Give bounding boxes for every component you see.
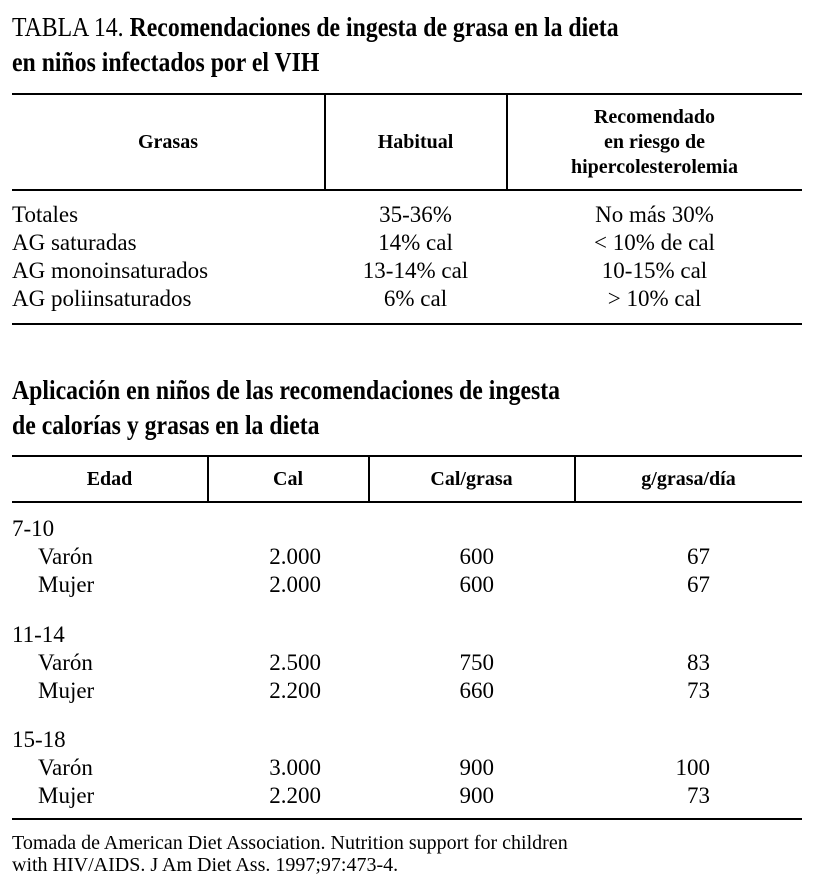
source-line-2: with HIV/AIDS. J Am Diet Ass. 1997;97:473-4. bbox=[12, 854, 399, 876]
table1-title-line2: en niños infectados por el VIH bbox=[12, 47, 320, 77]
table1-row-name: Totales bbox=[12, 202, 79, 227]
table2-bottom-rule bbox=[12, 818, 802, 820]
table2-header-g-grasa-dia: g/grasa/día bbox=[641, 468, 736, 490]
table1-header-rule bbox=[12, 189, 802, 191]
table2-title-line2: de calorías y grasas en la dieta bbox=[12, 410, 320, 440]
table2-row-cal-grasa: 660 bbox=[459, 678, 494, 703]
table1-top-rule bbox=[12, 93, 802, 95]
table2-header-rule bbox=[12, 501, 802, 503]
table2-row-cal: 3.000 bbox=[269, 755, 321, 780]
table2-title bbox=[12, 375, 560, 406]
table2-row-g-grasa: 83 bbox=[687, 650, 710, 675]
table1-bottom-rule bbox=[12, 323, 802, 325]
table1-row-recomendado: 10-15% cal bbox=[601, 258, 708, 283]
table1-row-name: AG poliinsaturados bbox=[12, 286, 192, 311]
table2-row-sex: Varón bbox=[38, 755, 93, 780]
table2-age-group: 11-14 bbox=[12, 622, 65, 647]
table1-label: TABLA 14. bbox=[12, 12, 124, 42]
table2-top-rule bbox=[12, 455, 802, 457]
table2-age-group: 15-18 bbox=[12, 727, 66, 752]
table2-row-cal-grasa: 900 bbox=[459, 783, 494, 808]
table1-row-name: AG monoinsaturados bbox=[12, 258, 209, 283]
table1-header-habitual: Habitual bbox=[377, 131, 454, 153]
source-line-1: Tomada de American Diet Association. Nutrition support for children bbox=[12, 832, 568, 854]
table2-header-cal-grasa: Cal/grasa bbox=[430, 468, 513, 490]
table1-header-recomendado-1: Recomendado bbox=[593, 106, 716, 128]
table1-row-habitual: 6% cal bbox=[383, 286, 448, 311]
table2-row-g-grasa: 67 bbox=[687, 544, 710, 569]
table2-header-cal: Cal bbox=[273, 468, 303, 490]
table2-row-cal: 2.500 bbox=[269, 650, 321, 675]
table2-row-cal: 2.200 bbox=[269, 678, 321, 703]
table1-header-recomendado-3: hipercolesterolemia bbox=[571, 156, 738, 178]
table1-row-name: AG saturadas bbox=[12, 230, 137, 255]
table2-row-g-grasa: 73 bbox=[687, 783, 710, 808]
table2-header-edad: Edad bbox=[86, 468, 133, 490]
table1-title bbox=[12, 12, 619, 43]
table1-row-recomendado: > 10% cal bbox=[607, 286, 702, 311]
table2-row-sex: Varón bbox=[38, 544, 93, 569]
table2-row-sex: Varón bbox=[38, 650, 93, 675]
table2-row-sex: Mujer bbox=[38, 783, 95, 808]
table2-row-sex: Mujer bbox=[38, 572, 95, 597]
table1-title-line1: Recomendaciones de ingesta de grasa en la dieta bbox=[129, 12, 619, 42]
table2-row-cal: 2.000 bbox=[269, 544, 321, 569]
table1-header-recomendado-2: en riesgo de bbox=[603, 131, 706, 153]
table1-row-recomendado: < 10% de cal bbox=[594, 230, 715, 255]
table2-row-cal-grasa: 900 bbox=[459, 755, 494, 780]
table1-row-habitual: 35-36% bbox=[379, 202, 452, 227]
table1-row-habitual: 14% cal bbox=[378, 230, 453, 255]
table2-row-sex: Mujer bbox=[38, 678, 95, 703]
table2-title-line1: Aplicación en niños de las recomendaciones de ingesta bbox=[12, 375, 561, 405]
table2-row-g-grasa: 100 bbox=[675, 755, 710, 780]
table1-header-grasas: Grasas bbox=[138, 131, 198, 153]
table2-row-g-grasa: 73 bbox=[687, 678, 710, 703]
table2-row-cal-grasa: 600 bbox=[459, 572, 494, 597]
table2-row-cal-grasa: 750 bbox=[459, 650, 494, 675]
table2-row-g-grasa: 67 bbox=[687, 572, 710, 597]
table1-row-recomendado: No más 30% bbox=[595, 202, 714, 227]
table2-age-group: 7-10 bbox=[12, 516, 55, 541]
table2-row-cal: 2.000 bbox=[269, 572, 321, 597]
table2-title-2 bbox=[12, 410, 320, 441]
table2-row-cal-grasa: 600 bbox=[459, 544, 494, 569]
table2-row-cal: 2.200 bbox=[269, 783, 321, 808]
table1-row-habitual: 13-14% cal bbox=[362, 258, 469, 283]
table1-title-2 bbox=[12, 47, 319, 78]
